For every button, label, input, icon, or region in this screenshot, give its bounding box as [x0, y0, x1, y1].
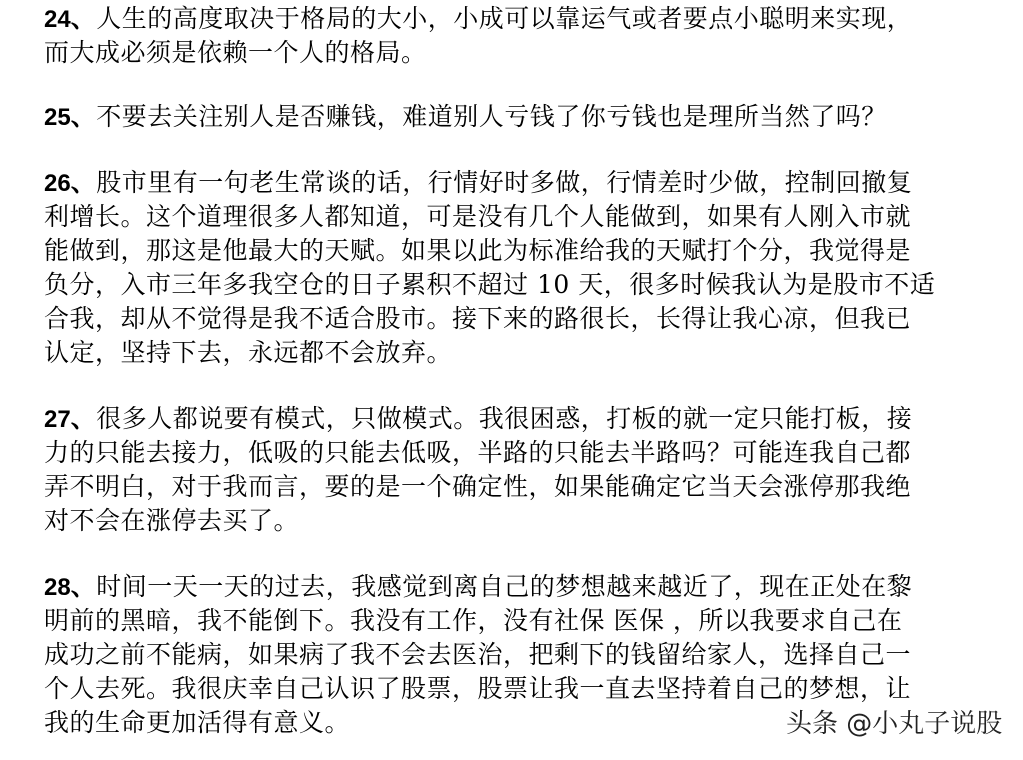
paragraph-text: 时间一天一天的过去，我感觉到离自己的梦想越来越近了，现在正处在黎: [96, 572, 913, 601]
paragraph-line: 个人去死。我很庆幸自己认识了股票，股票让我一直去坚持着自己的梦想，让: [44, 674, 912, 703]
paragraph-separator: 、: [70, 102, 97, 131]
paragraph-line: 成功之前不能病，如果病了我不会去医治，把剩下的钱留给家人，选择自己一: [44, 640, 912, 669]
paragraph-number: 28: [44, 574, 71, 601]
paragraph-line: 明前的黑暗，我不能倒下。我没有工作，没有社保 医保 ，所以我要求自己在: [44, 606, 903, 635]
paragraph-26: [44, 166, 974, 370]
paragraph-line: 力的只能去接力，低吸的只能去低吸，半路的只能去半路吗？可能连我自己都: [44, 438, 912, 467]
paragraph-line: 认定，坚持下去，永远都不会放弃。: [44, 338, 453, 367]
paragraph-line: [44, 570, 974, 604]
paragraph-line: 利增长。这个道理很多人都知道，可是没有几个人能做到，如果有人刚入市就: [44, 202, 912, 231]
paragraph-25: [44, 100, 974, 134]
paragraph-line: 而大成必须是依赖一个人的格局。: [44, 38, 427, 67]
paragraph-number: 27: [44, 406, 71, 433]
paragraph-24: [44, 2, 974, 70]
paragraph-number: 24: [44, 6, 71, 33]
paragraph-separator: 、: [70, 4, 97, 33]
paragraph-separator: 、: [70, 404, 97, 433]
paragraph-line: 对不会在涨停去买了。: [44, 506, 300, 535]
paragraph-line: 能做到，那这是他最大的天赋。如果以此为标准给我的天赋打个分，我觉得是: [44, 236, 912, 265]
paragraph-line: 我的生命更加活得有意义。: [44, 708, 351, 737]
paragraph-line: [44, 402, 974, 436]
paragraph-number: 26: [44, 170, 71, 197]
paragraph-separator: 、: [70, 572, 97, 601]
watermark: 头条 @小丸子说股: [786, 709, 1003, 739]
paragraph-line: [44, 2, 974, 36]
paragraph-text: 人生的高度取决于格局的大小，小成可以靠运气或者要点小聪明来实现，: [96, 4, 913, 33]
paragraph-text: 股市里有一句老生常谈的话，行情好时多做，行情差时少做，控制回撤复: [96, 168, 913, 197]
paragraph-line: [44, 166, 974, 200]
paragraph-line: 负分，入市三年多我空仓的日子累积不超过 10 天，很多时候我认为是股市不适: [44, 270, 936, 299]
paragraph-line: 合我，却从不觉得是我不适合股市。接下来的路很长，长得让我心凉，但我已: [44, 304, 912, 333]
paragraph-text: 不要去关注别人是否赚钱，难道别人亏钱了你亏钱也是理所当然了吗？: [96, 102, 887, 131]
paragraph-text: 很多人都说要有模式，只做模式。我很困惑，打板的就一定只能打板，接: [96, 404, 913, 433]
paragraph-number: 25: [44, 104, 71, 131]
paragraph-line: 弄不明白，对于我而言，要的是一个确定性，如果能确定它当天会涨停那我绝: [44, 472, 912, 501]
paragraph-separator: 、: [70, 168, 97, 197]
paragraph-27: [44, 402, 974, 538]
paragraph-line: [44, 100, 974, 134]
